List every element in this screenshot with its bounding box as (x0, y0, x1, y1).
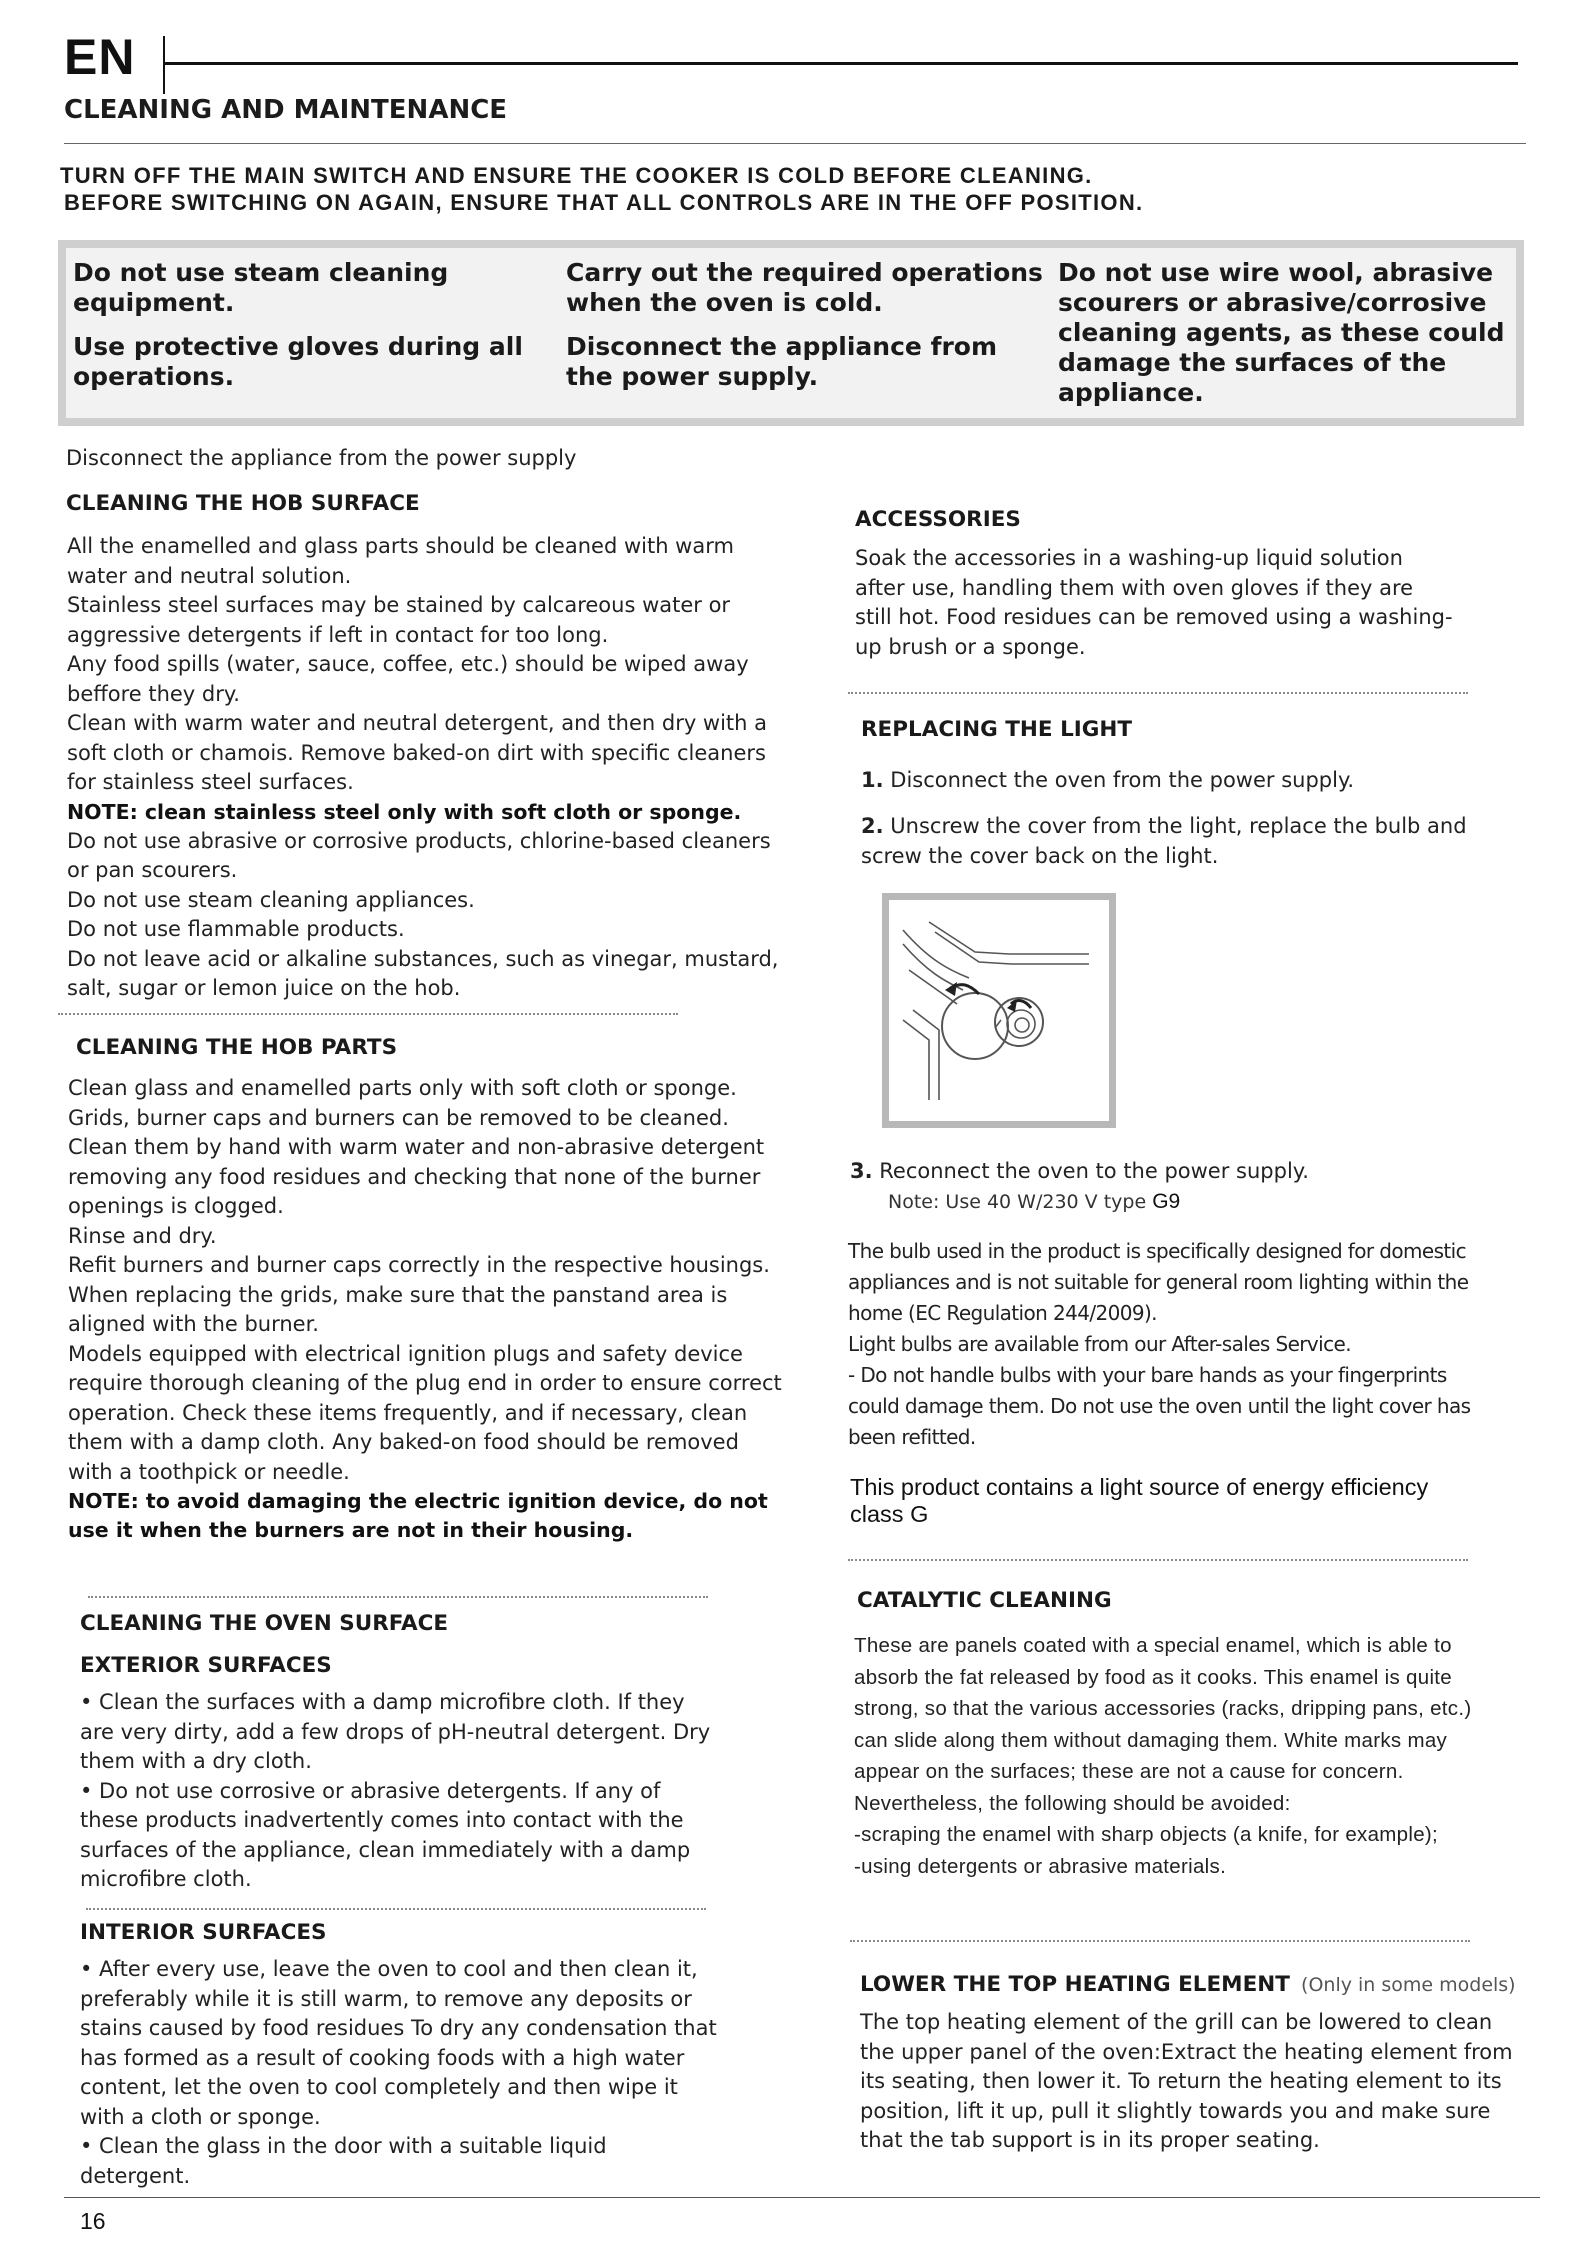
bulb-info-p2: Light bulbs are available from our After-sales Service. (848, 1332, 1351, 1356)
bulb-info-text (848, 1236, 1488, 1453)
hob-parts-p7: Models equipped with electrical ignition plugs and safety device require thorough cleaning of the plug end in order to ensure correct operation. Check these items frequently, and if necessary, clean them with a damp cloth. Any baked-on food should be removed with a toothpick or needle. (68, 1341, 782, 1484)
hob-parts-text (68, 1074, 788, 1545)
warning-line-2: BEFORE SWITCHING ON AGAIN, ENSURE THAT ALL CONTROLS ARE IN THE OFF POSITION. (64, 190, 1144, 215)
heading-hob-surface: CLEANING THE HOB SURFACE (66, 491, 420, 516)
header-divider-tick (163, 36, 165, 94)
catalytic-p3: -scraping the enamel with sharp objects (a knife, for example); (854, 1823, 1439, 1846)
page-number: 16 (80, 2208, 106, 2234)
warning-line-1: TURN OFF THE MAIN SWITCH AND ENSURE THE COOKER IS COLD BEFORE CLEANING. (60, 163, 1093, 188)
hob-surface-p8: Do not leave acid or alkaline substances, such as vinegar, mustard, salt, sugar or lemon juice on the hob. (67, 946, 779, 1000)
heading-catalytic-cleaning: CATALYTIC CLEANING (857, 1588, 1112, 1613)
notice-cold: Carry out the required operations when the oven is cold. (566, 258, 1043, 317)
separator-dots (848, 692, 1468, 694)
heading-oven-surface: CLEANING THE OVEN SURFACE (80, 1611, 449, 1636)
hob-parts-p3: Clean them by hand with warm water and non-abrasive detergent removing any food residues and checking that none of the burner openings is clogged. (68, 1135, 765, 1218)
separator-dots (850, 1940, 1470, 1942)
light-step-2 (861, 812, 1501, 871)
title-rule (64, 143, 1526, 144)
step-number: 1. (861, 768, 884, 792)
light-step-3 (850, 1157, 1490, 1187)
catalytic-p1: These are panels coated with a special enamel, which is able to absorb the fat released by food as it cooks. This enamel is quite strong, so that the various accessories (racks, dripping pans, etc.) can slide along them without damaging them. White marks may appear on the surfaces; these are not a cause for concern. (854, 1634, 1472, 1783)
exterior-p2: • Do not use corrosive or abrasive detergents. If any of these products inadvertently comes into contact with the surfaces of the appliance, clean immediately with a damp microfibre cloth. (80, 1778, 691, 1891)
notice-disconnect: Disconnect the appliance from the power supply. (566, 332, 998, 391)
step-text: Reconnect the oven to the power supply. (879, 1159, 1309, 1183)
light-step-1 (861, 766, 1501, 796)
hob-parts-p5: Refit burners and burner caps correctly in the respective housings. (68, 1253, 770, 1277)
bulb-type-note (888, 1190, 1180, 1214)
top-element-heading-row (860, 1972, 1516, 1997)
footer-rule (64, 2197, 1540, 2198)
heading-hob-parts: CLEANING THE HOB PARTS (76, 1035, 398, 1060)
language-code: EN (64, 29, 136, 85)
hob-parts-p1: Clean glass and enamelled parts only with soft cloth or sponge. (68, 1076, 737, 1100)
hob-surface-p5: Do not use abrasive or corrosive products, chlorine-based cleaners or pan scourers. (67, 828, 771, 882)
oven-light-illustration (889, 900, 1109, 1121)
notice-steam: Do not use steam cleaning equipment. (73, 258, 449, 317)
bulb-type: G9 (1152, 1190, 1181, 1213)
bulb-note-label: Note: Use 40 W/230 V type (888, 1191, 1147, 1213)
notice-gloves: Use protective gloves during all operations. (73, 332, 523, 391)
hob-surface-p7: Do not use flammable products. (67, 917, 405, 941)
separator-dots (58, 1013, 678, 1015)
hob-surface-p6: Do not use steam cleaning appliances. (67, 887, 475, 912)
hob-parts-note: NOTE: to avoid damaging the electric ignition device, do not use it when the burners are not in their housing. (68, 1489, 768, 1542)
step-text: Disconnect the oven from the power supply. (890, 768, 1355, 792)
hob-surface-p4: Clean with warm water and neutral detergent, and then dry with a soft cloth or chamois. Remove baked-on dirt with specific cleaners for stainless steel surfaces. (67, 711, 768, 794)
light-bulb-figure (882, 893, 1116, 1128)
separator-dots (88, 1596, 708, 1598)
catalytic-p2: Nevertheless, the following should be avoided: (854, 1791, 1291, 1815)
step-text: Unscrew the cover from the light, replace the bulb and screw the cover back on the light. (861, 814, 1467, 868)
catalytic-p4: -using detergents or abrasive materials. (854, 1854, 1227, 1878)
intro-text: Disconnect the appliance from the power supply (66, 446, 577, 470)
top-element-text: The top heating element of the grill can be lowered to clean the upper panel of the oven:Extract the heating element from its seating, then lower it. To return the heating element to its position, lift it up, pull it slightly towards you and make sure that the tab support is in its proper seating. (860, 2010, 1513, 2152)
section-title: CLEANING AND MAINTENANCE (64, 95, 508, 125)
catalytic-text (854, 1630, 1494, 1882)
notice-abrasive: Do not use wire wool, abrasive scourers or abrasive/corrosive cleaning agents, as these could damage the surfaces of the appliance. (1058, 258, 1505, 407)
hob-parts-p2: Grids, burner caps and burners can be removed to be cleaned. (68, 1105, 729, 1130)
hob-surface-p2: Stainless steel surfaces may be stained by calcareous water or aggressive detergents if left in contact for too long. (67, 593, 731, 647)
bulb-info-p3: - Do not handle bulbs with your bare hands as your fingerprints could damage them. Do not use the oven until the light cover has been refitted. (848, 1363, 1471, 1449)
interior-p2: • Clean the glass in the door with a suitable liquid detergent. (80, 2134, 607, 2188)
hob-surface-note: NOTE: clean stainless steel only with soft cloth or sponge. (67, 799, 742, 824)
heading-interior-surfaces: INTERIOR SURFACES (80, 1920, 327, 1945)
exterior-p1: • Clean the surfaces with a damp microfibre cloth. If they are very dirty, add a few drops of pH-neutral detergent. Dry them with a dry cloth. (80, 1690, 711, 1773)
safety-notice-box (58, 240, 1524, 426)
interior-p1: • After every use, leave the oven to cool and then clean it, preferably while it is still warm, to remove any deposits or stains caused by food residues To dry any condensation that has formed as a result of cooking foods with a high water content, let the oven to cool completely and then wipe it with a cloth or sponge. (80, 1957, 717, 2129)
energy-class-text: This product contains a light source of energy efficiency class G (850, 1474, 1429, 1527)
heading-replacing-light: REPLACING THE LIGHT (861, 717, 1133, 742)
heading-models-note: (Only in some models) (1301, 1974, 1516, 1996)
heading-top-heating-element: LOWER THE TOP HEATING ELEMENT (860, 1972, 1290, 1997)
hob-surface-p1: All the enamelled and glass parts should be cleaned with warm water and neutral solution. (67, 534, 734, 588)
hob-surface-p3: Any food spills (water, sauce, coffee, etc.) should be wiped away beffore they dry. (67, 652, 749, 706)
step-number: 2. (861, 814, 884, 838)
accessories-text (855, 544, 1455, 662)
heading-accessories: ACCESSORIES (855, 507, 1021, 532)
interior-text (80, 1955, 720, 2191)
step-number: 3. (850, 1159, 873, 1183)
header-rule (165, 62, 1518, 65)
accessories-p1: Soak the accessories in a washing-up liquid solution after use, handling them with oven gloves if they are still hot. Food residues can be removed using a washing-up brush or a sponge. (855, 546, 1453, 659)
hob-parts-p4: Rinse and dry. (68, 1223, 217, 1248)
separator-dots (848, 1559, 1468, 1561)
heading-exterior-surfaces: EXTERIOR SURFACES (80, 1653, 332, 1678)
hob-surface-text (67, 532, 782, 1004)
hob-parts-p6: When replacing the grids, make sure that the panstand area is aligned with the burner. (68, 1282, 728, 1336)
exterior-text (80, 1688, 720, 1895)
bulb-info-p1: The bulb used in the product is specifically designed for domestic appliances and is not suitable for general room lighting within the home (EC Regulation 244/2009). (848, 1239, 1469, 1325)
separator-dots (86, 1908, 706, 1910)
